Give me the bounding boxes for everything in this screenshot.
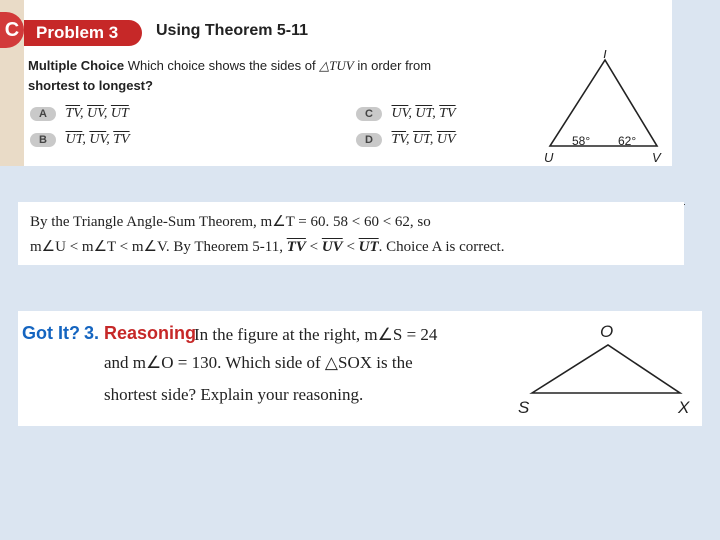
got-it-label: Got It? <box>22 323 80 343</box>
sep: , <box>429 132 437 147</box>
vertex-u-label: U <box>544 150 554 165</box>
choice-a[interactable] <box>30 106 129 122</box>
got-it-line-1: In the figure at the right, m∠S = 24 <box>194 325 438 344</box>
triangle-sox <box>532 345 680 393</box>
triangle-tuv-figure <box>530 50 672 166</box>
triangle-tuv <box>550 60 657 146</box>
choice-c-side-2: $\overline{UT}$ <box>415 106 433 121</box>
choice-c-bubble[interactable]: C <box>356 107 382 121</box>
vertex-o-label: O <box>600 322 614 341</box>
solution-side-uv: $\overline{UV}$ <box>321 239 343 255</box>
choice-d-bubble[interactable]: D <box>356 133 382 147</box>
got-it-line-2: and m∠O = 130. Which side of △SOX is the <box>104 353 413 372</box>
choice-b-side-3: $\overline{TV}$ <box>113 132 130 147</box>
choice-d-side-3: $\overline{UV}$ <box>436 132 456 147</box>
solution-side-tv: $\overline{TV}$ <box>286 239 306 255</box>
lt: < <box>342 239 359 255</box>
sep: , <box>408 106 416 121</box>
choice-d-side-1: $\overline{TV}$ <box>391 132 407 147</box>
solution-line-1: By the Triangle Angle-Sum Theorem, m∠T = 60. 58 < 60 < 62, so <box>30 214 431 230</box>
choice-a-side-2: $\overline{UV}$ <box>87 106 104 121</box>
vertex-t-label: T <box>601 50 609 61</box>
choice-a-side-3: $\overline{UT}$ <box>110 106 129 121</box>
vertex-x-label: X <box>678 398 690 417</box>
problem-label: Problem 3 <box>24 20 142 46</box>
sep: , <box>103 106 111 121</box>
choice-b-side-1: $\overline{UT}$ <box>65 132 83 147</box>
question-part-a: Which choice shows the sides of <box>127 58 316 73</box>
triangle-sox-figure <box>512 319 698 423</box>
choice-a-side-1: $\overline{TV}$ <box>65 106 81 121</box>
reasoning-label: Reasoning <box>104 323 197 343</box>
choice-a-bubble[interactable]: A <box>30 107 56 121</box>
choice-d-side-2: $\overline{UT}$ <box>413 132 430 147</box>
choice-b[interactable] <box>30 132 130 148</box>
vertex-v-label: V <box>652 150 661 165</box>
problem-title: Using Theorem 5-11 <box>156 22 309 39</box>
got-it-line-3: shortest side? Explain your reasoning. <box>104 385 364 404</box>
sep: , <box>80 106 88 121</box>
lt: < <box>305 239 322 255</box>
problem-3-panel <box>0 0 672 166</box>
sep: , <box>82 132 90 147</box>
question-part-b: in order from <box>357 58 432 73</box>
chapter-logo: C <box>0 12 24 48</box>
choice-b-side-2: $\overline{UV}$ <box>89 132 107 147</box>
question-text <box>28 56 528 96</box>
angle-u-label: 58° <box>572 134 591 148</box>
sep: , <box>432 106 440 121</box>
vertex-s-label: S <box>518 398 530 417</box>
question-triangle: △TUV <box>319 58 354 73</box>
angle-v-label: 62° <box>618 134 637 148</box>
sep: , <box>106 132 114 147</box>
solution-panel <box>18 202 684 265</box>
choice-c-side-1: $\overline{UV}$ <box>391 106 409 121</box>
solution-side-ut: $\overline{UT}$ <box>358 239 379 255</box>
choice-c[interactable] <box>356 106 456 122</box>
sep: , <box>406 132 414 147</box>
got-it-panel <box>18 311 702 426</box>
solution-line-2a: m∠U < m∠T < m∠V. By Theorem 5-11, <box>30 239 287 255</box>
solution-line-2 <box>30 237 504 256</box>
multiple-choice-label: Multiple Choice <box>28 58 125 73</box>
choice-b-bubble[interactable]: B <box>30 133 56 147</box>
got-it-number: 3. <box>84 323 100 343</box>
solution-line-2c: . Choice A is correct. <box>378 239 505 255</box>
choice-c-side-3: $\overline{TV}$ <box>439 106 456 121</box>
choice-d[interactable] <box>356 132 456 148</box>
question-part-c: shortest to longest? <box>28 78 153 93</box>
